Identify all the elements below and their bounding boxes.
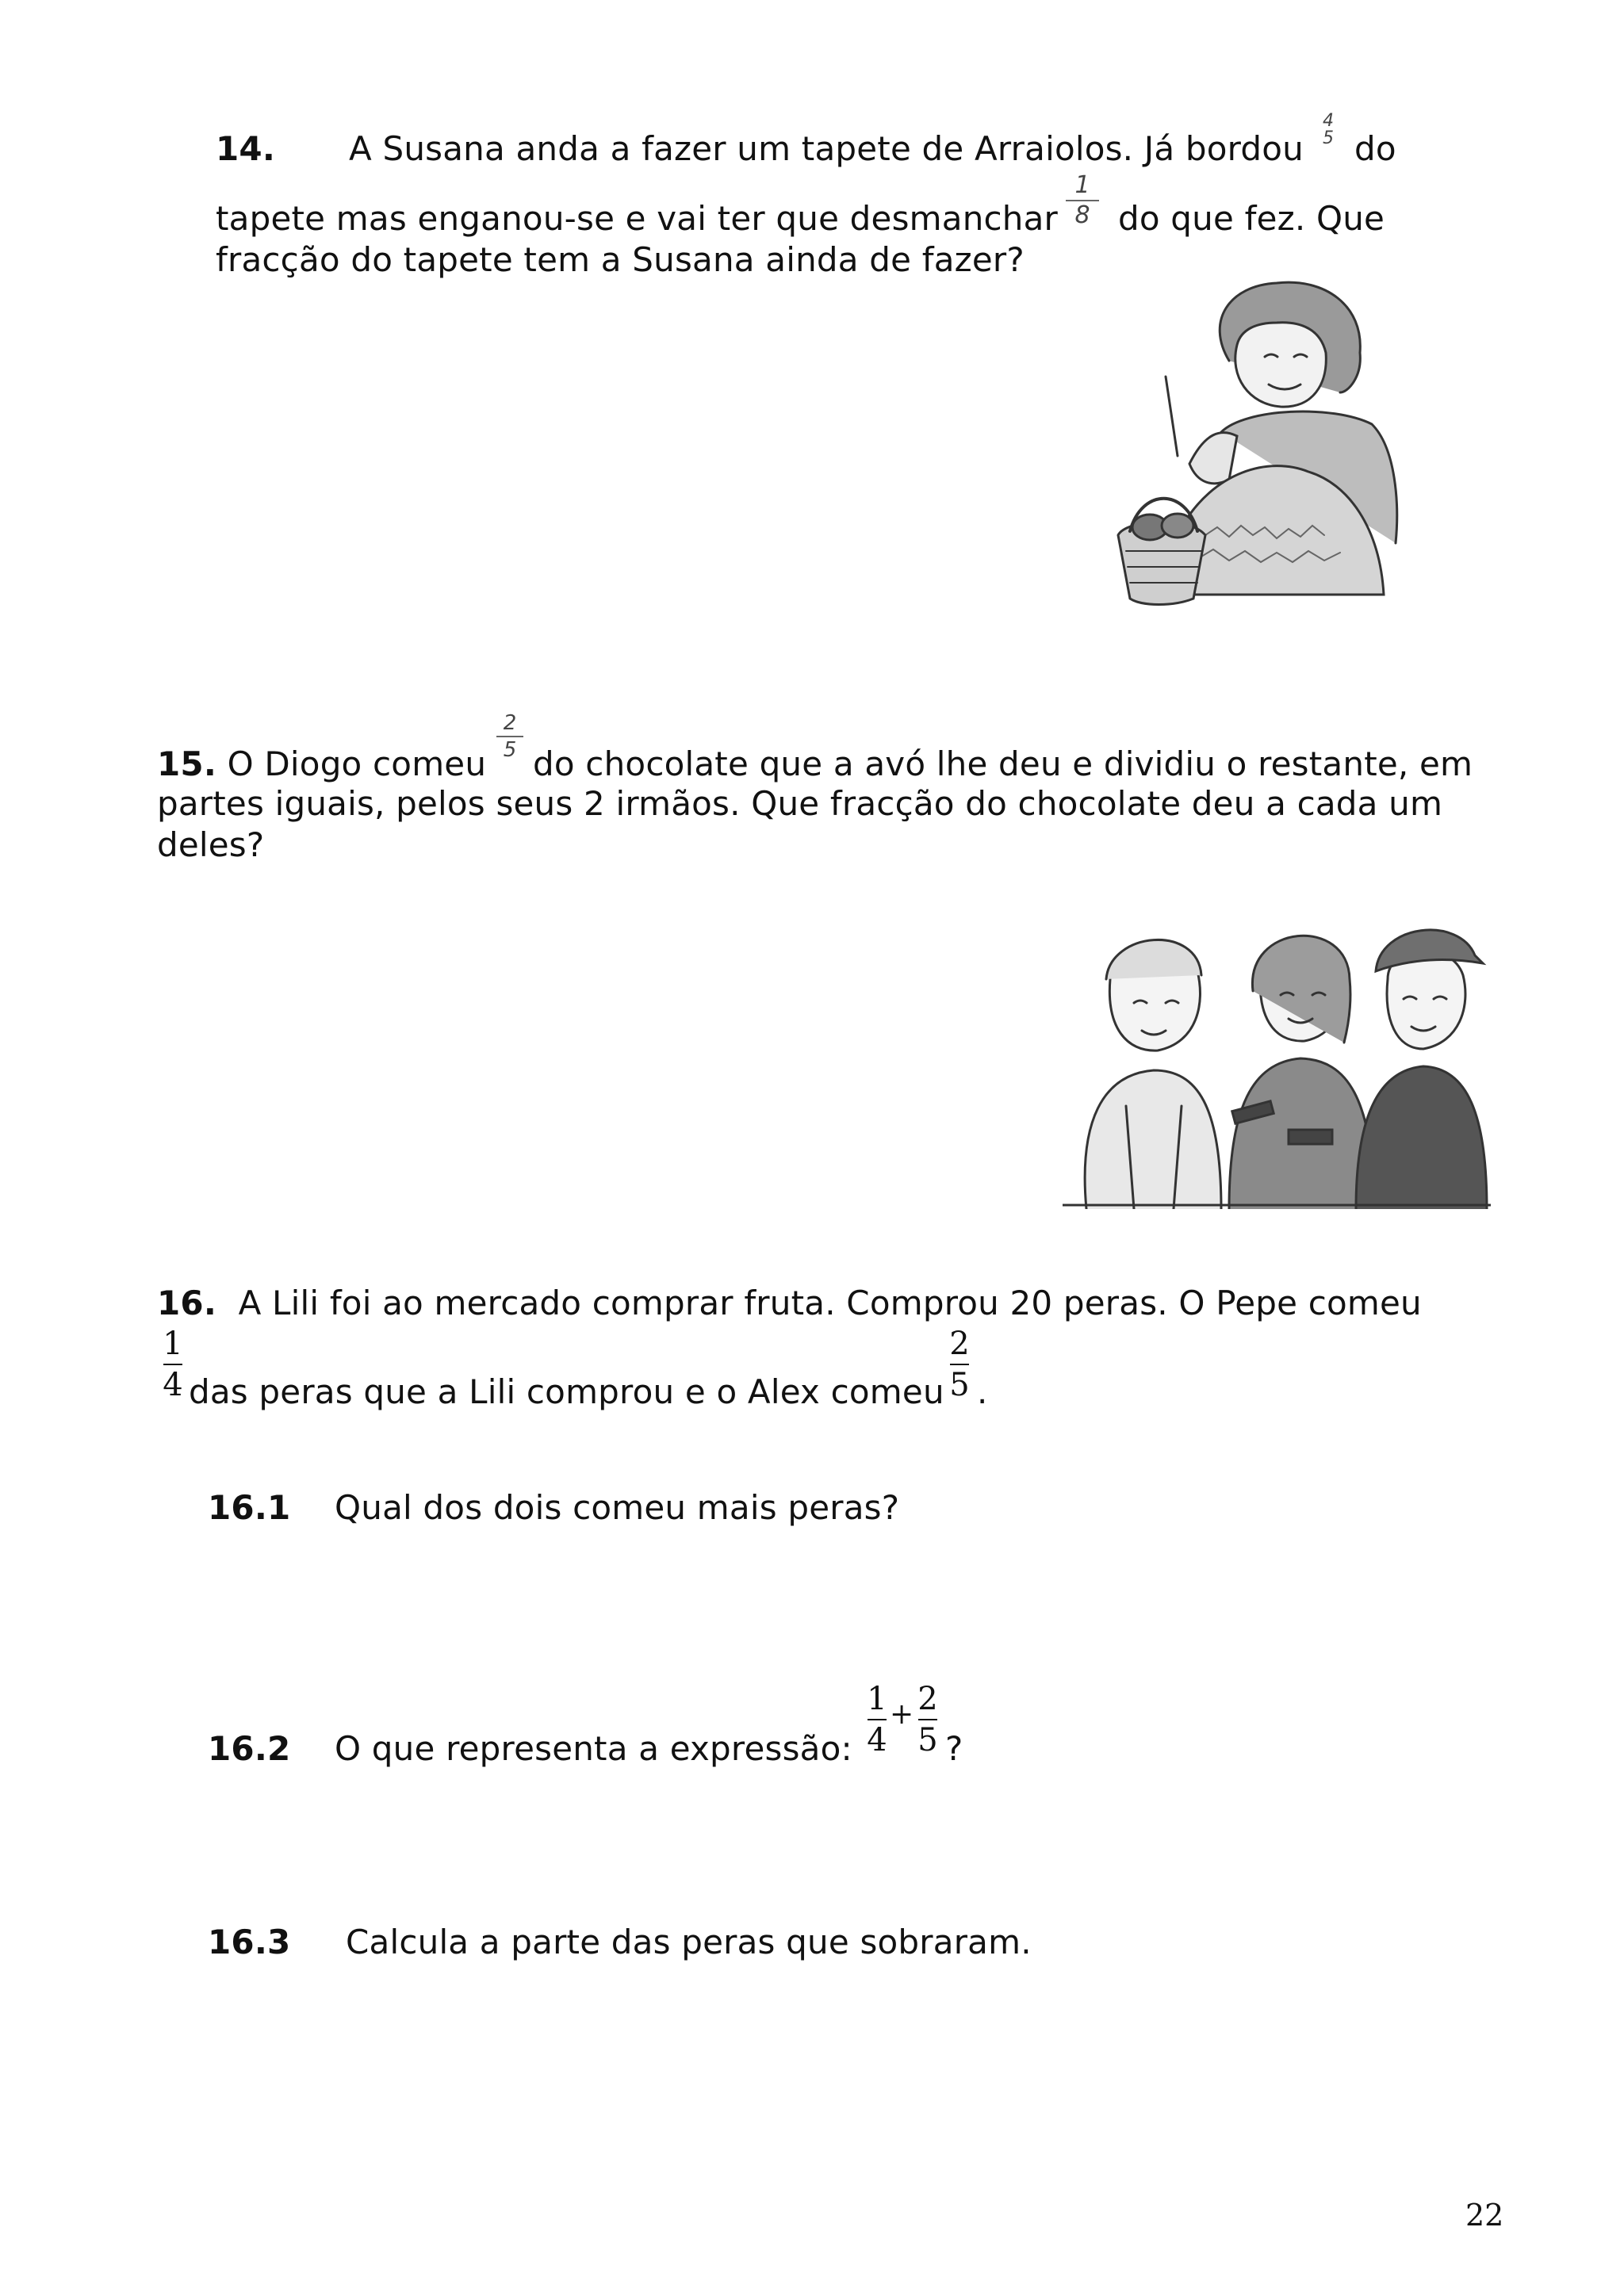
q15-line2: partes iguais, pelos seus 2 irmãos. Que fracção do chocolate deu a cada um [157, 784, 1443, 823]
q15-line1: O Diogo comeu [227, 744, 487, 783]
q16-2-fraction-1-4: 1 4 [867, 1681, 887, 1758]
q15-number: 15. [157, 744, 217, 783]
q16-2-number: 16.2 [208, 1729, 291, 1768]
q16-fraction-2-5: 2 5 [949, 1326, 970, 1403]
q14-line1-after: do [1354, 129, 1396, 168]
q15-line1-wrap [157, 744, 486, 785]
q14-line2: tapete mas enganou-se e vai ter que desmanchar [216, 199, 1059, 238]
q14-fraction-1-8: 1 8 [1066, 173, 1099, 228]
q16-line1-wrap [157, 1283, 1422, 1324]
q16-line1: A Lili foi ao mercado comprar fruta. Comprou 20 peras. O Pepe comeu [238, 1284, 1422, 1322]
q16-2-plus-sign: + [890, 1698, 914, 1731]
woman-embroidering-illustration [1110, 274, 1459, 614]
q16-3-number: 16.3 [208, 1923, 291, 1961]
three-children-illustration [1063, 916, 1491, 1209]
q14-line2-after: do que fez. Que [1118, 199, 1385, 238]
q15-line1-after: do chocolate que a avó lhe deu e dividiu o restante, em [533, 744, 1473, 783]
q16-line2-after: . [977, 1372, 988, 1411]
q16-3-text: Calcula a parte das peras que sobraram. [346, 1923, 1032, 1961]
page-number: 22 [1465, 2198, 1504, 2233]
q16-line2: das peras que a Lili comprou e o Alex comeu [189, 1372, 944, 1411]
q14-line1: A Susana anda a fazer um tapete de Arraiolos. Já bordou [349, 129, 1304, 168]
q16-2-text: O que representa a expressão: [335, 1729, 852, 1768]
q14-fraction-4-5: 4 5 [1323, 111, 1334, 148]
q16-2-fraction-2-5: 2 5 [917, 1681, 938, 1758]
q15-line3: deles? [157, 825, 265, 864]
q14-number: 14. [216, 129, 276, 168]
q16-number: 16. [157, 1284, 217, 1322]
q15-fraction-2-5: 2 5 [496, 712, 523, 761]
q16-2-question-mark: ? [945, 1729, 963, 1768]
q16-1-number: 16.1 [208, 1488, 291, 1527]
q16-fraction-1-4: 1 4 [163, 1326, 183, 1403]
q14-line3: fracção do tapete tem a Susana ainda de fazer? [216, 240, 1025, 279]
q16-1-text: Qual dos dois comeu mais peras? [335, 1488, 900, 1527]
